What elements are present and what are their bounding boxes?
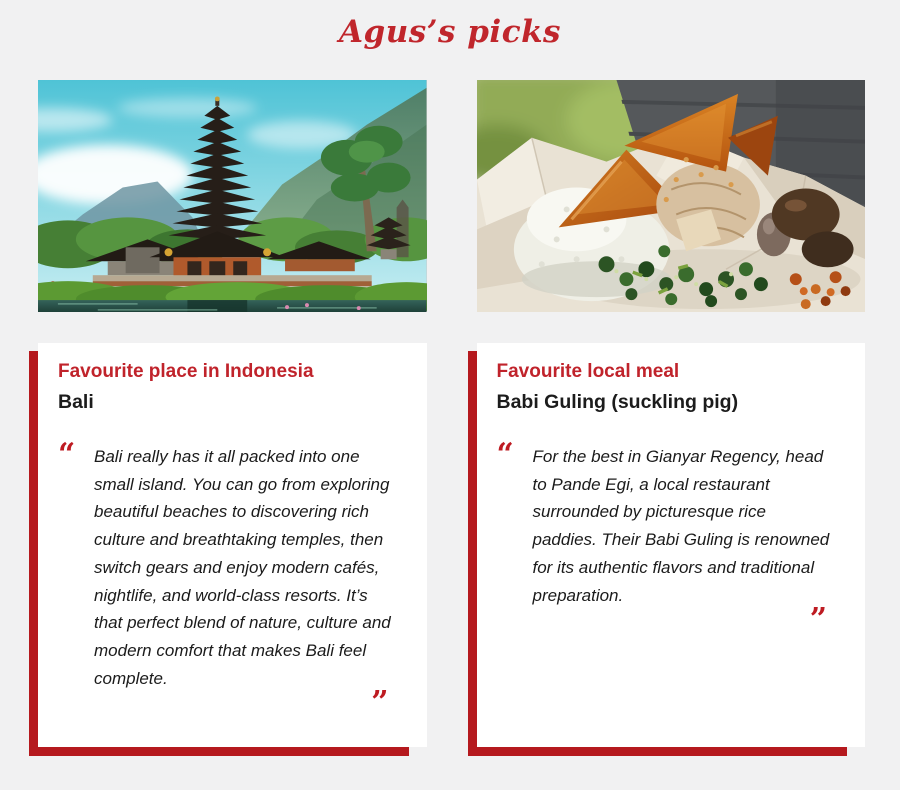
open-quote-icon: “ bbox=[58, 436, 76, 472]
quote-text: For the best in Gianyar Regency, head to Pande Egi, a local restaurant surrounded by picturesque rice paddies. Their Babi Guling is renowned for its authentic flavors and traditional preparation. bbox=[532, 446, 830, 605]
column-meal bbox=[477, 80, 866, 747]
bali-temple-illustration bbox=[38, 80, 427, 312]
quote-block bbox=[496, 436, 840, 609]
quote-text: Bali really has it all packed into one small island. You can go from exploring beautiful beaches to discovering rich culture and breathtaking temples, then switch gears and enjoy modern cafés, nightlife, and world-class resorts. It’s that perfect blend of nature, culture and modern comfort that makes Bali feel complete. bbox=[94, 446, 391, 688]
babi-guling-illustration bbox=[477, 80, 866, 312]
bali-temple-photo bbox=[38, 80, 427, 312]
meal-card bbox=[477, 343, 866, 747]
page-title: Agus’s picks bbox=[338, 14, 562, 50]
quote-block bbox=[58, 436, 401, 692]
card-answer: Babi Guling (suckling pig) bbox=[496, 390, 739, 413]
close-quote-icon: ” bbox=[809, 602, 827, 638]
content-columns bbox=[0, 80, 900, 747]
column-place bbox=[38, 80, 427, 747]
babi-guling-photo bbox=[477, 80, 866, 312]
card-category: Favourite place in Indonesia bbox=[58, 361, 314, 382]
close-quote-icon: ” bbox=[371, 685, 389, 721]
card-category: Favourite local meal bbox=[496, 361, 680, 382]
open-quote-icon: “ bbox=[496, 436, 514, 472]
place-card bbox=[38, 343, 427, 747]
card-answer: Bali bbox=[58, 390, 94, 413]
